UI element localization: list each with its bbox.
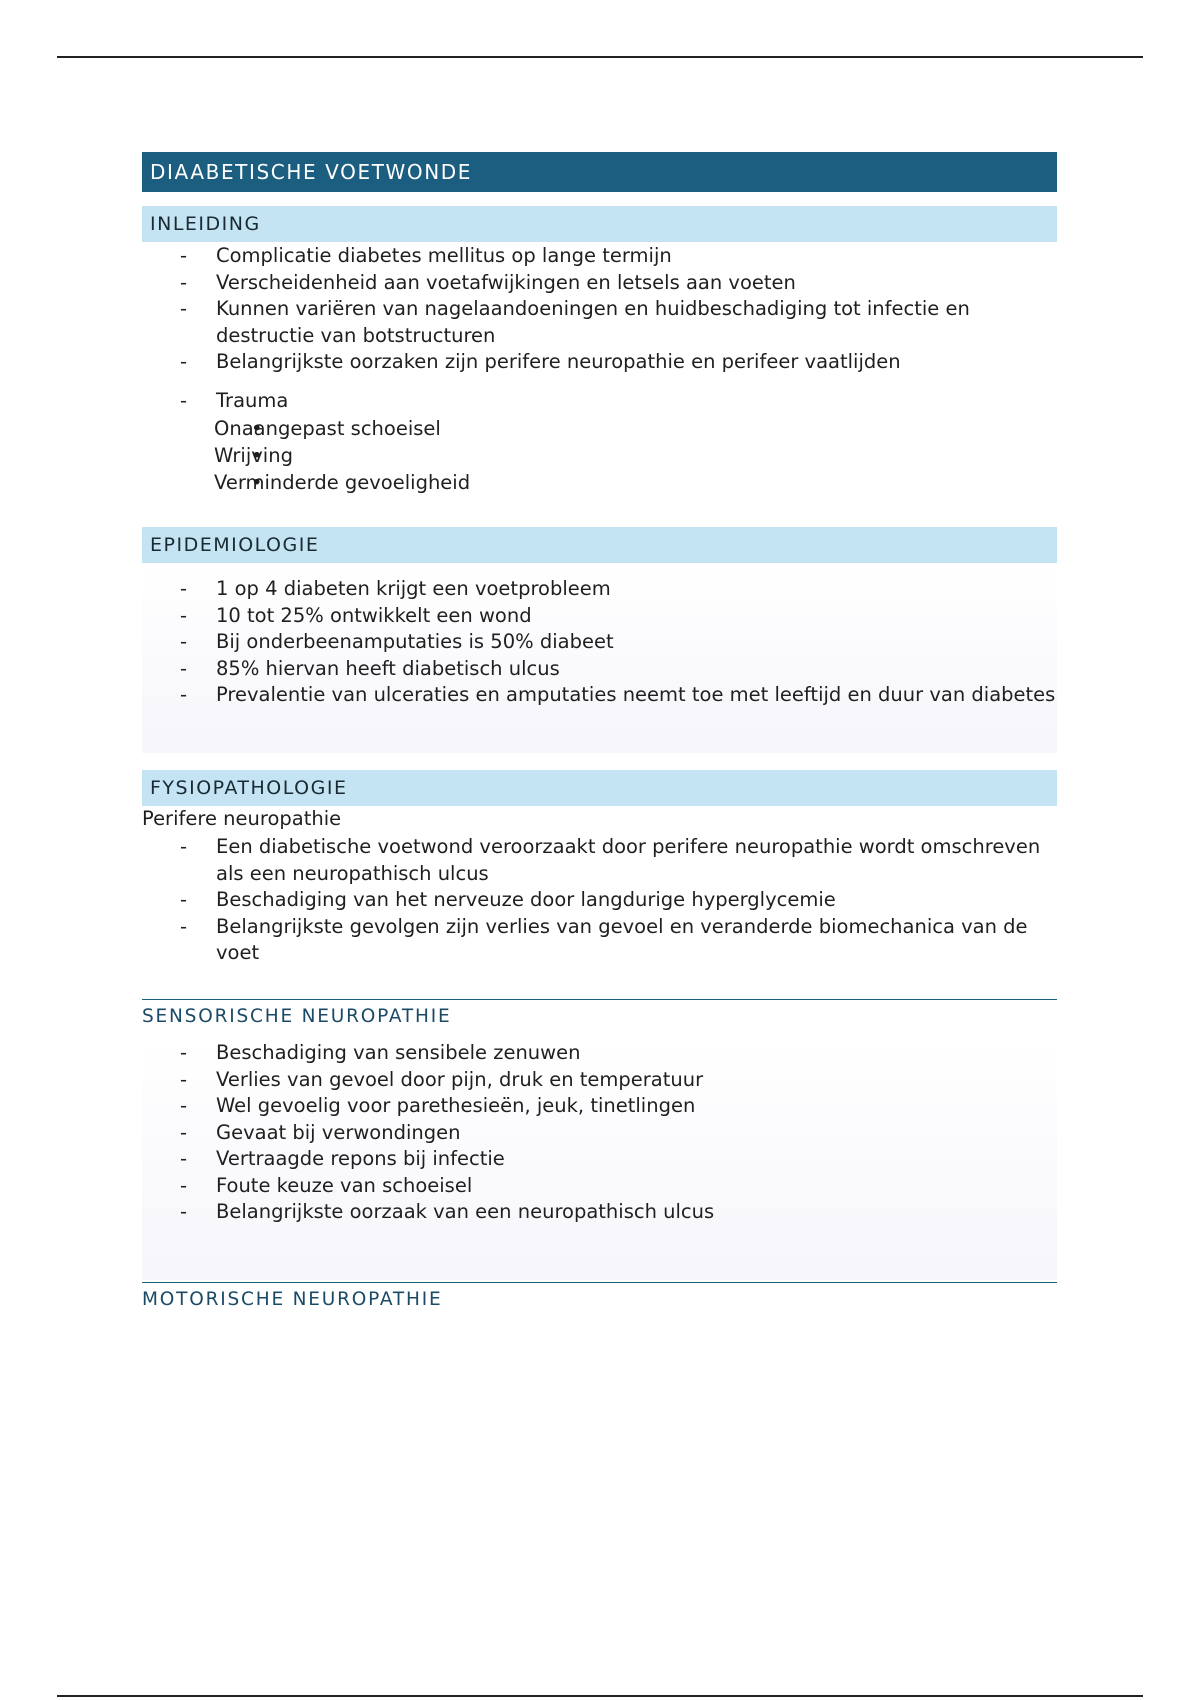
list-item: - Beschadiging van sensibele zenuwen — [142, 1040, 1057, 1067]
list-item: - 10 tot 25% ontwikkelt een wond — [142, 603, 1057, 630]
section-heading-inleiding: INLEIDING — [142, 206, 1057, 242]
list-item: - Vertraagde repons bij infectie — [142, 1146, 1057, 1173]
list-item: - Gevaat bij verwondingen — [142, 1120, 1057, 1147]
list-item: - 85% hiervan heeft diabetisch ulcus — [142, 656, 1057, 683]
fysiopathologie-list — [142, 834, 1057, 967]
list-item: - Een diabetische voetwond veroorzaakt door perifere neuropathie wordt omschreven als een neuropathisch ulcus — [142, 834, 1057, 887]
list-item: - Prevalentie van ulceraties en amputaties neemt toe met leeftijd en duur van diabetes — [142, 682, 1057, 709]
list-item: - Beschadiging van het nerveuze door langdurige hyperglycemie — [142, 887, 1057, 914]
list-item: - Belangrijkste gevolgen zijn verlies van gevoel en veranderde biomechanica van de voet — [142, 914, 1057, 967]
list-item: - Belangrijkste oorzaken zijn perifere neuropathie en perifeer vaatlijden — [142, 349, 1057, 376]
trauma-sublist — [142, 415, 1057, 496]
page-bottom-rule — [57, 1695, 1143, 1697]
list-item: - Wel gevoelig voor parethesieën, jeuk, tinetlingen — [142, 1093, 1057, 1120]
sublist-item: • Onaangepast schoeisel — [142, 415, 1057, 442]
list-item: - Foute keuze van schoeisel — [142, 1173, 1057, 1200]
trauma-label: Trauma — [216, 389, 289, 412]
list-item-trauma — [142, 388, 1057, 496]
list-item: - Verlies van gevoel door pijn, druk en temperatuur — [142, 1067, 1057, 1094]
list-item: - Complicatie diabetes mellitus op lange termijn — [142, 243, 1057, 270]
section-heading-epidemiologie: EPIDEMIOLOGIE — [142, 527, 1057, 563]
document-title: DIAABETISCHE VOETWONDE — [142, 152, 1057, 192]
trauma-list — [142, 388, 1057, 496]
list-item: - Bij onderbeenamputaties is 50% diabeet — [142, 629, 1057, 656]
sublist-item: • Wrijving — [142, 442, 1057, 469]
epidemiologie-list — [142, 576, 1057, 709]
list-item: - Kunnen variëren van nagelaandoeningen en huidbeschadiging tot infectie en destructie van botstructuren — [142, 296, 1057, 349]
list-item: - Belangrijkste oorzaak van een neuropathisch ulcus — [142, 1199, 1057, 1226]
sensorische-list — [142, 1040, 1057, 1226]
sublist-item: • Verminderde gevoeligheid — [142, 469, 1057, 496]
section-heading-fysiopathologie: FYSIOPATHOLOGIE — [142, 770, 1057, 806]
inleiding-list — [142, 243, 1057, 376]
list-item: - 1 op 4 diabeten krijgt een voetprobleem — [142, 576, 1057, 603]
section-heading-sensorische: SENSORISCHE NEUROPATHIE — [142, 999, 1057, 1027]
list-item: - Verscheidenheid aan voetafwijkingen en letsels aan voeten — [142, 270, 1057, 297]
section-heading-motorische: MOTORISCHE NEUROPATHIE — [142, 1282, 1057, 1310]
subsection-title: Perifere neuropathie — [142, 807, 342, 830]
page-top-rule — [57, 56, 1143, 58]
